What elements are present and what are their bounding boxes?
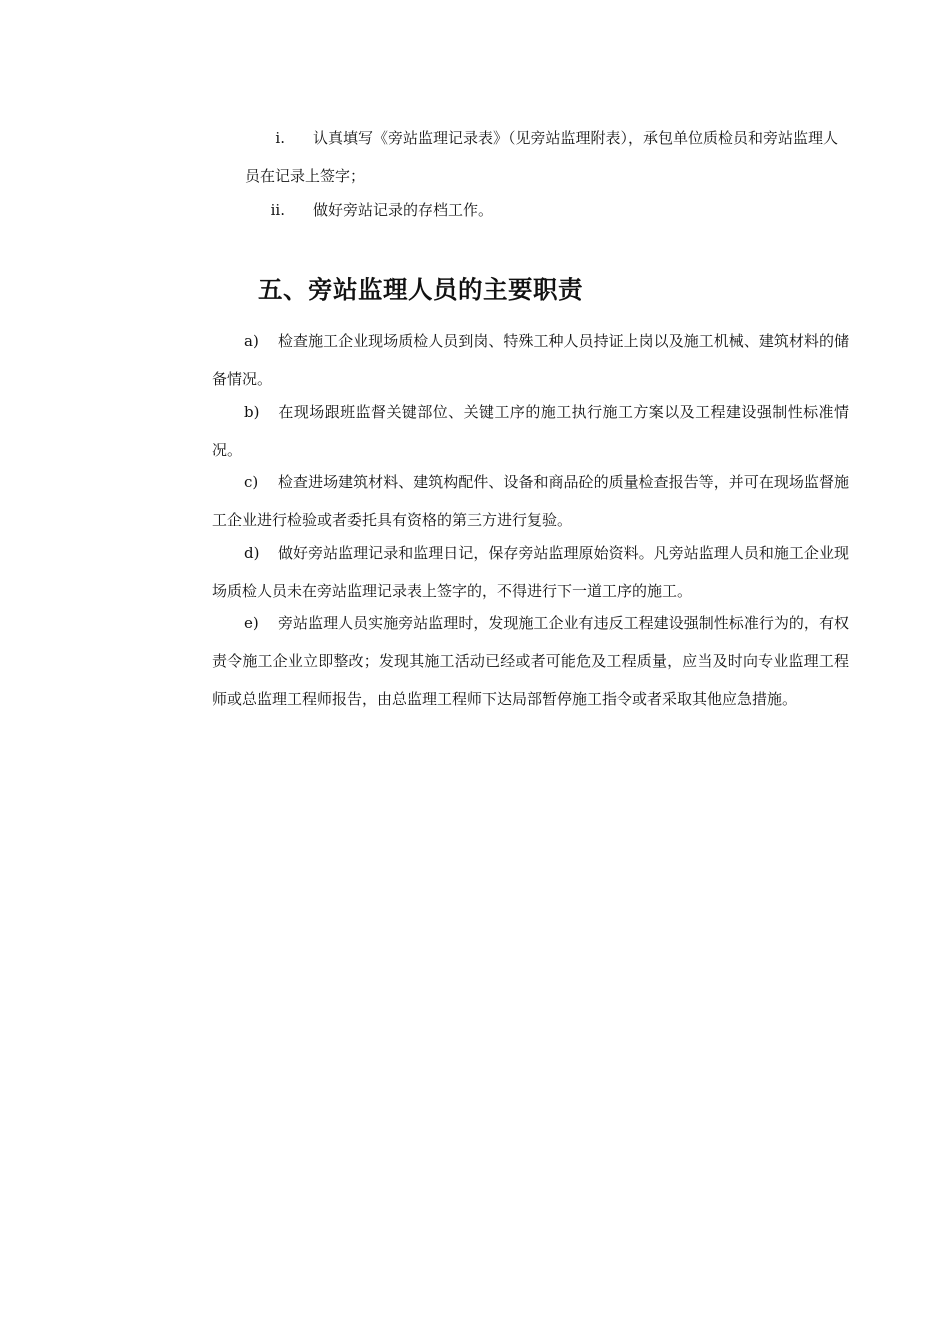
duty-text: 做好旁站监理记录和监理日记，保存旁站监理原始资料。凡旁站监理人员和施工企业现场质检人员未在旁站监理记录表上签字的，不得进行下一道工序的施工。 bbox=[212, 544, 849, 600]
section-heading: 五、旁站监理人员的主要职责 bbox=[258, 275, 583, 304]
duty-item-c bbox=[212, 463, 849, 539]
duty-marker: b) bbox=[244, 403, 260, 421]
list-item-text-body: 认真填写《旁站监理记录表》（见旁站监理附表），承包单位质检员和旁站监理人员在记录上签字； bbox=[245, 129, 839, 185]
duty-text: 旁站监理人员实施旁站监理时，发现施工企业有违反工程建设强制性标准行为的，有权责令施工企业立即整改；发现其施工活动已经或者可能危及工程质量，应当及时向专业监理工程师或总监理工程师报告，由总监理工程师下达局部暂停施工指令或者采取其他应急措施。 bbox=[212, 614, 849, 708]
duty-text: 在现场跟班监督关键部位、关键工序的施工执行施工方案以及工程建设强制性标准情况。 bbox=[212, 403, 849, 459]
list-marker: ii. bbox=[270, 201, 285, 219]
duty-marker: a) bbox=[244, 332, 259, 350]
duty-marker: e) bbox=[244, 614, 259, 632]
duty-marker: c) bbox=[244, 473, 259, 491]
duty-item-a bbox=[212, 322, 849, 398]
duty-item-e bbox=[212, 604, 849, 718]
duty-marker: d) bbox=[244, 544, 260, 562]
list-item-text bbox=[245, 191, 849, 229]
list-item-text-body: 做好旁站记录的存档工作。 bbox=[313, 201, 494, 219]
duty-text: 检查进场建筑材料、建筑构配件、设备和商品砼的质量检查报告等，并可在现场监督施工企业进行检验或者委托具有资格的第三方进行复验。 bbox=[212, 473, 849, 529]
list-item-ii bbox=[245, 191, 849, 229]
duty-text: 检查施工企业现场质检人员到岗、特殊工种人员持证上岗以及施工机械、建筑材料的储备情况。 bbox=[212, 332, 849, 388]
list-marker: i. bbox=[275, 129, 285, 147]
list-item-text bbox=[245, 119, 849, 195]
duty-item-d bbox=[212, 534, 849, 610]
duty-item-b bbox=[212, 393, 849, 469]
list-item-i bbox=[245, 119, 849, 195]
